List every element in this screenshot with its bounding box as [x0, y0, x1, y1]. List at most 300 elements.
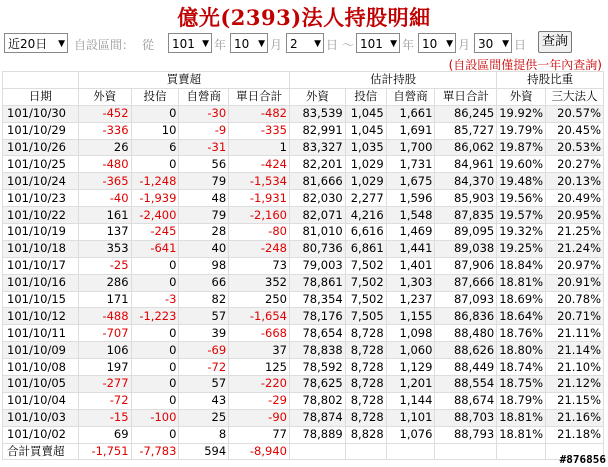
value-cell: 1,675 [386, 173, 435, 190]
value-cell: 88,674 [435, 392, 497, 409]
value-cell: 78,861 [289, 274, 345, 291]
value-cell: 19.92% [497, 105, 546, 122]
value-cell: 20.27% [546, 156, 604, 173]
table-row [3, 105, 604, 122]
value-cell: 1,076 [386, 426, 435, 443]
value-cell: 88,480 [435, 325, 497, 342]
value-cell: 78,354 [289, 291, 345, 308]
value-cell: 0 [131, 359, 179, 376]
value-cell: 18.69% [497, 291, 546, 308]
value-cell: -25 [78, 257, 131, 274]
value-cell: 86,245 [435, 105, 497, 122]
value-cell: 79,003 [289, 257, 345, 274]
table-row [3, 190, 604, 207]
total-empty [435, 443, 497, 460]
value-cell: -1,248 [131, 173, 179, 190]
total-empty [345, 443, 386, 460]
value-cell: 4,216 [345, 207, 386, 224]
chevron-down-icon: ▼ [202, 39, 209, 49]
date-cell: 101/10/16 [3, 274, 79, 291]
value-cell: -30 [179, 105, 229, 122]
value-cell: 77 [229, 426, 290, 443]
value-cell: 8 [179, 426, 229, 443]
value-cell: 6,861 [345, 240, 386, 257]
value-cell: -488 [78, 308, 131, 325]
to-month-select[interactable] [418, 33, 456, 53]
value-cell: 21.16% [546, 409, 604, 426]
value-cell: 1,303 [386, 274, 435, 291]
chevron-down-icon: ▼ [314, 39, 321, 49]
header-blank [3, 72, 79, 89]
value-cell: -90 [229, 409, 290, 426]
column-header: 單日合計 [229, 88, 290, 105]
value-cell: 89,095 [435, 224, 497, 241]
value-cell: 88,449 [435, 359, 497, 376]
date-cell: 101/10/11 [3, 325, 79, 342]
value-cell: 1,101 [386, 409, 435, 426]
column-header: 日期 [3, 88, 79, 105]
value-cell: 19.56% [497, 190, 546, 207]
value-cell: -1,223 [131, 308, 179, 325]
value-cell: 20.78% [546, 291, 604, 308]
value-cell: 19.57% [497, 207, 546, 224]
value-cell: -668 [229, 325, 290, 342]
column-header: 三大法人 [546, 88, 604, 105]
query-button[interactable]: 查詢 [538, 31, 572, 53]
value-cell: 1 [229, 139, 290, 156]
value-cell: 37 [229, 342, 290, 359]
date-cell: 101/10/29 [3, 122, 79, 139]
value-cell: -336 [78, 122, 131, 139]
value-cell: 0 [131, 274, 179, 291]
date-cell: 101/10/26 [3, 139, 79, 156]
date-cell: 101/10/30 [3, 105, 79, 122]
value-cell: 48 [179, 190, 229, 207]
value-cell: 18.80% [497, 342, 546, 359]
table-row [3, 308, 604, 325]
value-cell: 18.81% [497, 426, 546, 443]
value-cell: 1,201 [386, 376, 435, 393]
value-cell: -707 [78, 325, 131, 342]
value-cell: 0 [131, 392, 179, 409]
total-trust: -7,783 [131, 443, 179, 460]
table-row [3, 224, 604, 241]
chevron-down-icon: ▼ [502, 39, 509, 49]
value-cell: 20.97% [546, 257, 604, 274]
watermark-id: #876856 [559, 453, 606, 466]
value-cell: 18.75% [497, 376, 546, 393]
value-cell: 85,903 [435, 190, 497, 207]
value-cell: -1,654 [229, 308, 290, 325]
total-dealer: 594 [179, 443, 229, 460]
value-cell: -31 [179, 139, 229, 156]
value-cell: -15 [78, 409, 131, 426]
column-header: 外資 [497, 88, 546, 105]
page-title: 億光(2393)法人持股明細 [177, 5, 431, 30]
value-cell: 87,666 [435, 274, 497, 291]
value-cell: 40 [179, 240, 229, 257]
value-cell: 1,060 [386, 342, 435, 359]
value-cell: 69 [78, 426, 131, 443]
value-cell: 106 [78, 342, 131, 359]
from-year-value: 101 [172, 37, 195, 51]
value-cell: 18.64% [497, 308, 546, 325]
value-cell: 19.79% [497, 122, 546, 139]
value-cell: 78,802 [289, 392, 345, 409]
value-cell: 353 [78, 240, 131, 257]
value-cell: 78,838 [289, 342, 345, 359]
value-cell: 78,874 [289, 409, 345, 426]
value-cell: 28 [179, 224, 229, 241]
value-cell: 1,596 [386, 190, 435, 207]
value-cell: 83,327 [289, 139, 345, 156]
value-cell: 352 [229, 274, 290, 291]
chevron-down-icon: ▼ [390, 39, 397, 49]
institutional-holdings-table [2, 71, 604, 460]
value-cell: 78,592 [289, 359, 345, 376]
value-cell: -9 [179, 122, 229, 139]
table-row [3, 274, 604, 291]
value-cell: 21.15% [546, 392, 604, 409]
chevron-down-icon: ▼ [446, 39, 453, 49]
value-cell: 20.45% [546, 122, 604, 139]
value-cell: 1,237 [386, 291, 435, 308]
value-cell: 0 [131, 325, 179, 342]
chevron-down-icon: ▼ [58, 39, 65, 49]
table-row [3, 426, 604, 443]
year-unit-label: 年 [402, 38, 415, 52]
value-cell: -1,534 [229, 173, 290, 190]
value-cell: 0 [131, 257, 179, 274]
value-cell: -80 [229, 224, 290, 241]
value-cell: 78,889 [289, 426, 345, 443]
value-cell: 250 [229, 291, 290, 308]
column-header: 自營商 [179, 88, 229, 105]
year-unit-label: 年 [214, 38, 227, 52]
value-cell: 8,728 [345, 359, 386, 376]
range-note: (自設區間僅提供一年內查詢) [448, 58, 602, 72]
date-cell: 101/10/24 [3, 173, 79, 190]
value-cell: -72 [78, 392, 131, 409]
table-row [3, 173, 604, 190]
value-cell: 1,035 [345, 139, 386, 156]
to-year-value: 101 [360, 37, 383, 51]
value-cell: 21.12% [546, 376, 604, 393]
value-cell: 20.91% [546, 274, 604, 291]
value-cell: -2,160 [229, 207, 290, 224]
value-cell: 18.74% [497, 359, 546, 376]
table-row [3, 257, 604, 274]
table-row [3, 392, 604, 409]
value-cell: 26 [78, 139, 131, 156]
value-cell: -69 [179, 342, 229, 359]
value-cell: 18.84% [497, 257, 546, 274]
custom-range-label: 自設區間： [74, 38, 135, 52]
table-row [3, 325, 604, 342]
value-cell: 161 [78, 207, 131, 224]
table-row [3, 409, 604, 426]
value-cell: 20.57% [546, 105, 604, 122]
value-cell: 88,626 [435, 342, 497, 359]
value-cell: 8,728 [345, 392, 386, 409]
value-cell: 20.13% [546, 173, 604, 190]
value-cell: 20.49% [546, 190, 604, 207]
chevron-down-icon: ▼ [258, 39, 265, 49]
value-cell: -100 [131, 409, 179, 426]
day-unit-label: 日 [326, 38, 339, 52]
table-row [3, 359, 604, 376]
total-empty [497, 443, 546, 460]
value-cell: 87,906 [435, 257, 497, 274]
value-cell: 18.76% [497, 325, 546, 342]
value-cell: 8,728 [345, 409, 386, 426]
value-cell: 1,661 [386, 105, 435, 122]
value-cell: 8,728 [345, 325, 386, 342]
total-label: 合計買賣超 [3, 443, 79, 460]
value-cell: 39 [179, 325, 229, 342]
value-cell: -335 [229, 122, 290, 139]
date-cell: 101/10/08 [3, 359, 79, 376]
value-cell: 79 [179, 173, 229, 190]
total-empty [386, 443, 435, 460]
value-cell: 1,700 [386, 139, 435, 156]
value-cell: 21.18% [546, 426, 604, 443]
value-cell: 87,835 [435, 207, 497, 224]
from-label: 從 [142, 38, 155, 52]
value-cell: 2,277 [345, 190, 386, 207]
value-cell: 8,828 [345, 426, 386, 443]
value-cell: 1,029 [345, 173, 386, 190]
month-unit-label: 月 [270, 38, 283, 52]
value-cell: 7,502 [345, 291, 386, 308]
date-cell: 101/10/03 [3, 409, 79, 426]
value-cell: 1,129 [386, 359, 435, 376]
value-cell: 82,071 [289, 207, 345, 224]
value-cell: -641 [131, 240, 179, 257]
date-cell: 101/10/19 [3, 224, 79, 241]
value-cell: -72 [179, 359, 229, 376]
value-cell: 0 [131, 376, 179, 393]
value-cell: 78,654 [289, 325, 345, 342]
value-cell: 1,098 [386, 325, 435, 342]
value-cell: -3 [131, 291, 179, 308]
value-cell: 87,093 [435, 291, 497, 308]
to-year-select[interactable] [356, 33, 400, 53]
value-cell: 19.87% [497, 139, 546, 156]
value-cell: 19.48% [497, 173, 546, 190]
value-cell: 80,736 [289, 240, 345, 257]
value-cell: -29 [229, 392, 290, 409]
value-cell: 84,370 [435, 173, 497, 190]
value-cell: 18.79% [497, 392, 546, 409]
date-cell: 101/10/18 [3, 240, 79, 257]
value-cell: 1,045 [345, 122, 386, 139]
value-cell: 1,045 [345, 105, 386, 122]
value-cell: 8,728 [345, 376, 386, 393]
value-cell: 1,548 [386, 207, 435, 224]
value-cell: 286 [78, 274, 131, 291]
value-cell: 78,625 [289, 376, 345, 393]
total-daily-sum: -8,940 [229, 443, 290, 460]
value-cell: 66 [179, 274, 229, 291]
value-cell: 19.25% [497, 240, 546, 257]
column-header: 外資 [289, 88, 345, 105]
column-header: 單日合計 [435, 88, 497, 105]
column-header: 自營商 [386, 88, 435, 105]
value-cell: 0 [131, 426, 179, 443]
value-cell: 8,728 [345, 342, 386, 359]
value-cell: 86,062 [435, 139, 497, 156]
from-day-value: 2 [290, 37, 298, 51]
month-unit-label: 月 [458, 38, 471, 52]
date-cell: 101/10/05 [3, 376, 79, 393]
period-select-value: 近20日 [8, 37, 48, 51]
value-cell: 82,201 [289, 156, 345, 173]
table-row [3, 156, 604, 173]
value-cell: 1,401 [386, 257, 435, 274]
total-row [3, 443, 604, 460]
value-cell: 137 [78, 224, 131, 241]
value-cell: 1,441 [386, 240, 435, 257]
value-cell: 21.25% [546, 224, 604, 241]
value-cell: -424 [229, 156, 290, 173]
query-controls [0, 33, 608, 55]
value-cell: 125 [229, 359, 290, 376]
value-cell: 0 [131, 105, 179, 122]
value-cell: -1,931 [229, 190, 290, 207]
value-cell: 21.10% [546, 359, 604, 376]
value-cell: -248 [229, 240, 290, 257]
value-cell: 82,030 [289, 190, 345, 207]
table-row [3, 376, 604, 393]
to-month-value: 10 [422, 37, 438, 51]
total-foreign: -1,751 [78, 443, 131, 460]
table-row [3, 342, 604, 359]
value-cell: 88,793 [435, 426, 497, 443]
column-header: 投信 [131, 88, 179, 105]
value-cell: 85,727 [435, 122, 497, 139]
value-cell: 79 [179, 207, 229, 224]
value-cell: -482 [229, 105, 290, 122]
value-cell: 57 [179, 308, 229, 325]
value-cell: 1,155 [386, 308, 435, 325]
from-day-select[interactable] [286, 33, 324, 53]
date-cell: 101/10/04 [3, 392, 79, 409]
value-cell: 1,029 [345, 156, 386, 173]
value-cell: 81,010 [289, 224, 345, 241]
value-cell: 1,144 [386, 392, 435, 409]
value-cell: 82 [179, 291, 229, 308]
value-cell: 6 [131, 139, 179, 156]
date-cell: 101/10/12 [3, 308, 79, 325]
value-cell: 21.11% [546, 325, 604, 342]
value-cell: -452 [78, 105, 131, 122]
date-cell: 101/10/15 [3, 291, 79, 308]
date-cell: 101/10/09 [3, 342, 79, 359]
value-cell: 21.14% [546, 342, 604, 359]
value-cell: 18.81% [497, 409, 546, 426]
value-cell: 86,836 [435, 308, 497, 325]
date-cell: 101/10/25 [3, 156, 79, 173]
value-cell: 81,666 [289, 173, 345, 190]
value-cell: -480 [78, 156, 131, 173]
date-cell: 101/10/22 [3, 207, 79, 224]
value-cell: 19.32% [497, 224, 546, 241]
value-cell: 20.71% [546, 308, 604, 325]
table-row [3, 207, 604, 224]
value-cell: -220 [229, 376, 290, 393]
from-year-select[interactable] [168, 33, 212, 53]
value-cell: 0 [131, 156, 179, 173]
value-cell: -365 [78, 173, 131, 190]
value-cell: -1,939 [131, 190, 179, 207]
date-cell: 101/10/02 [3, 426, 79, 443]
to-day-value: 30 [478, 37, 494, 51]
to-day-select[interactable] [474, 33, 512, 53]
range-tilde: ～ [342, 38, 355, 52]
value-cell: 20.95% [546, 207, 604, 224]
column-header: 投信 [345, 88, 386, 105]
value-cell: 6,616 [345, 224, 386, 241]
date-cell: 101/10/17 [3, 257, 79, 274]
from-month-value: 10 [234, 37, 250, 51]
day-unit-label: 日 [514, 38, 527, 52]
group-header-holding-ratio: 持股比重 [497, 72, 604, 89]
value-cell: 43 [179, 392, 229, 409]
value-cell: -40 [78, 190, 131, 207]
value-cell: 19.60% [497, 156, 546, 173]
value-cell: -245 [131, 224, 179, 241]
value-cell: 171 [78, 291, 131, 308]
value-cell: 82,991 [289, 122, 345, 139]
value-cell: 73 [229, 257, 290, 274]
group-header-est-holdings: 估計持股 [289, 72, 496, 89]
from-month-select[interactable] [230, 33, 268, 53]
column-header: 外資 [78, 88, 131, 105]
value-cell: 18.81% [497, 274, 546, 291]
value-cell: 20.53% [546, 139, 604, 156]
value-cell: 89,038 [435, 240, 497, 257]
value-cell: 0 [131, 342, 179, 359]
value-cell: 25 [179, 409, 229, 426]
period-select[interactable] [4, 33, 68, 53]
value-cell: 57 [179, 376, 229, 393]
table-row [3, 240, 604, 257]
value-cell: 10 [131, 122, 179, 139]
value-cell: 197 [78, 359, 131, 376]
table-row [3, 291, 604, 308]
value-cell: -277 [78, 376, 131, 393]
table-row [3, 139, 604, 156]
value-cell: 56 [179, 156, 229, 173]
value-cell: 7,502 [345, 257, 386, 274]
value-cell: 1,469 [386, 224, 435, 241]
total-empty [289, 443, 345, 460]
group-header-net-buy-sell: 買賣超 [78, 72, 289, 89]
value-cell: 98 [179, 257, 229, 274]
value-cell: 7,502 [345, 274, 386, 291]
value-cell: 7,505 [345, 308, 386, 325]
date-cell: 101/10/23 [3, 190, 79, 207]
value-cell: -2,400 [131, 207, 179, 224]
value-cell: 88,703 [435, 409, 497, 426]
value-cell: 78,176 [289, 308, 345, 325]
table-row [3, 122, 604, 139]
value-cell: 1,691 [386, 122, 435, 139]
value-cell: 21.24% [546, 240, 604, 257]
value-cell: 84,961 [435, 156, 497, 173]
value-cell: 88,554 [435, 376, 497, 393]
